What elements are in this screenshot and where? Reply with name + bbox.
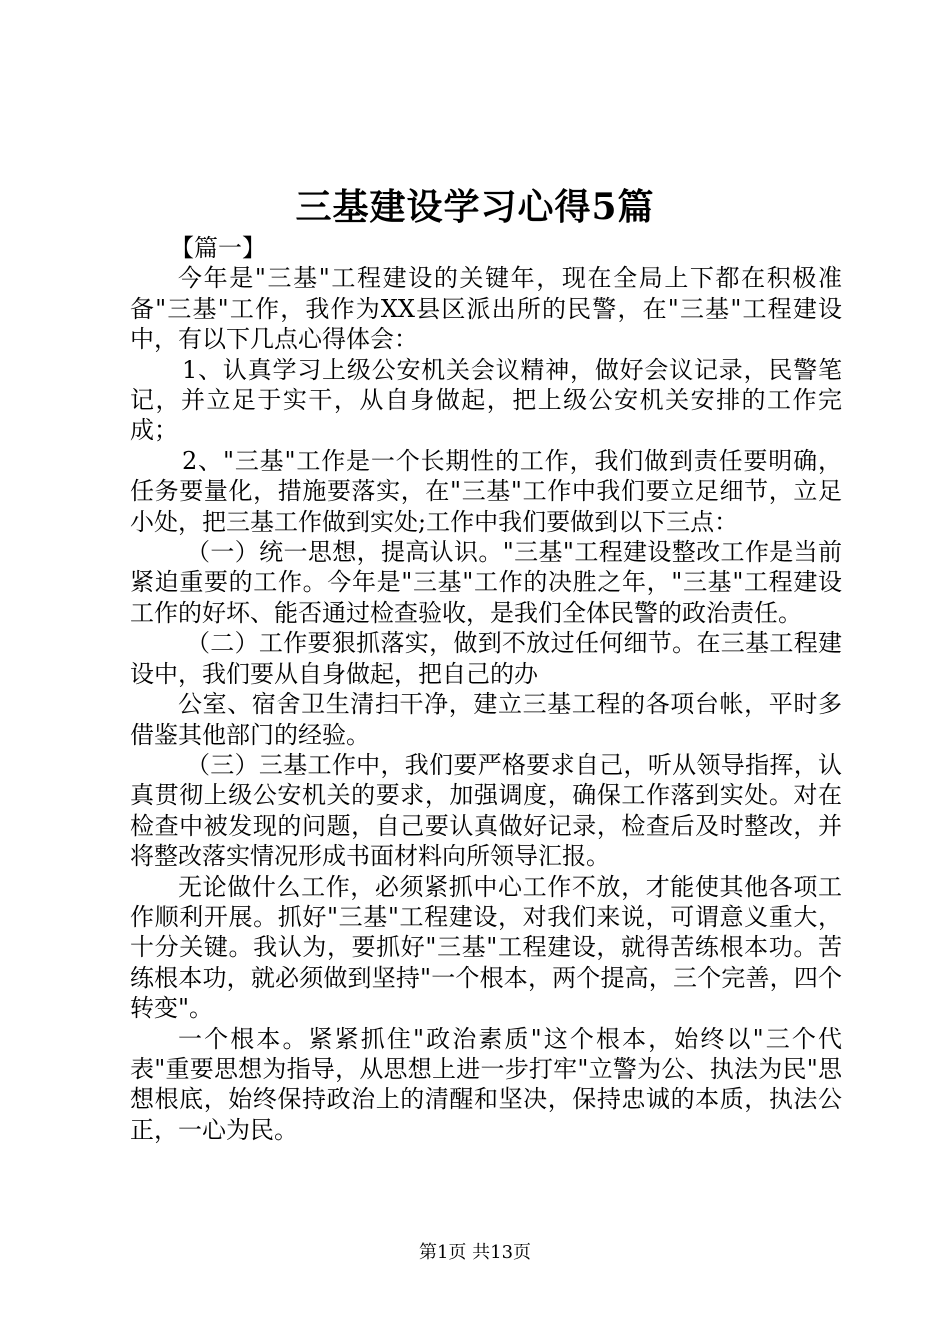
list-item: 1、认真学习上级公安机关会议精神，做好会议记录，民警笔记，并立足于实干，从自身做起，把上级公安机关安排的工作完成； xyxy=(130,355,842,445)
page-number: 第1页 共13页 xyxy=(418,1242,532,1263)
sub-item: （一）统一思想，提高认识。"三基"工程建设整改工作是当前紧迫重要的工作。今年是"三基"工作的决胜之年，"三基"工程建设工作的好坏、能否通过检查验收，是我们全体民警的政治责任。 xyxy=(130,538,842,627)
paragraph: 今年是"三基"工程建设的关键年，现在全局上下都在积极准备"三基"工作，我作为XX县区派出所的民警，在"三基"工程建设中，有以下几点心得体会： xyxy=(130,264,842,354)
sub-item: （二）工作要狠抓落实，做到不放过任何细节。在三基工程建设中，我们要从自身做起，把自己的办 xyxy=(130,629,842,688)
list-item: 2、"三基"工作是一个长期性的工作，我们做到责任要明确，任务要量化，措施要落实，在"三基"工作中我们要立足细节，立足小处，把三基工作做到实处;工作中我们要做到以下三点： xyxy=(130,446,842,536)
document-title: 三基建设学习心得5篇 xyxy=(295,186,655,228)
paragraph: 无论做什么工作，必须紧抓中心工作不放，才能使其他各项工作顺利开展。抓好"三基"工程建设，对我们来说，可谓意义重大，十分关键。我认为，要抓好"三基"工程建设，就得苦练根本功。苦练根本功，就必须做到坚持"一个根本，两个提高，三个完善，四个转变"。 xyxy=(130,872,842,1023)
document-body xyxy=(130,233,842,1145)
paragraph: 一个根本。紧紧抓住"政治素质"这个根本，始终以"三个代表"重要思想为指导，从思想上进一步打牢"立警为公、执法为民"思想根底，始终保持政治上的清醒和坚决，保持忠诚的本质，执法公正，一心为民。 xyxy=(130,1024,842,1144)
section-heading: 【篇一】 xyxy=(170,234,266,262)
sub-item: （三）三基工作中，我们要严格要求自己，听从领导指挥，认真贯彻上级公安机关的要求，加强调度，确保工作落到实处。对在检查中被发现的问题，自己要认真做好记录，检查后及时整改，并将整改落实情况形成书面材料向所领导汇报。 xyxy=(130,750,842,871)
paragraph: 公室、宿舍卫生清扫干净，建立三基工程的各项台帐，平时多借鉴其他部门的经验。 xyxy=(130,690,842,749)
